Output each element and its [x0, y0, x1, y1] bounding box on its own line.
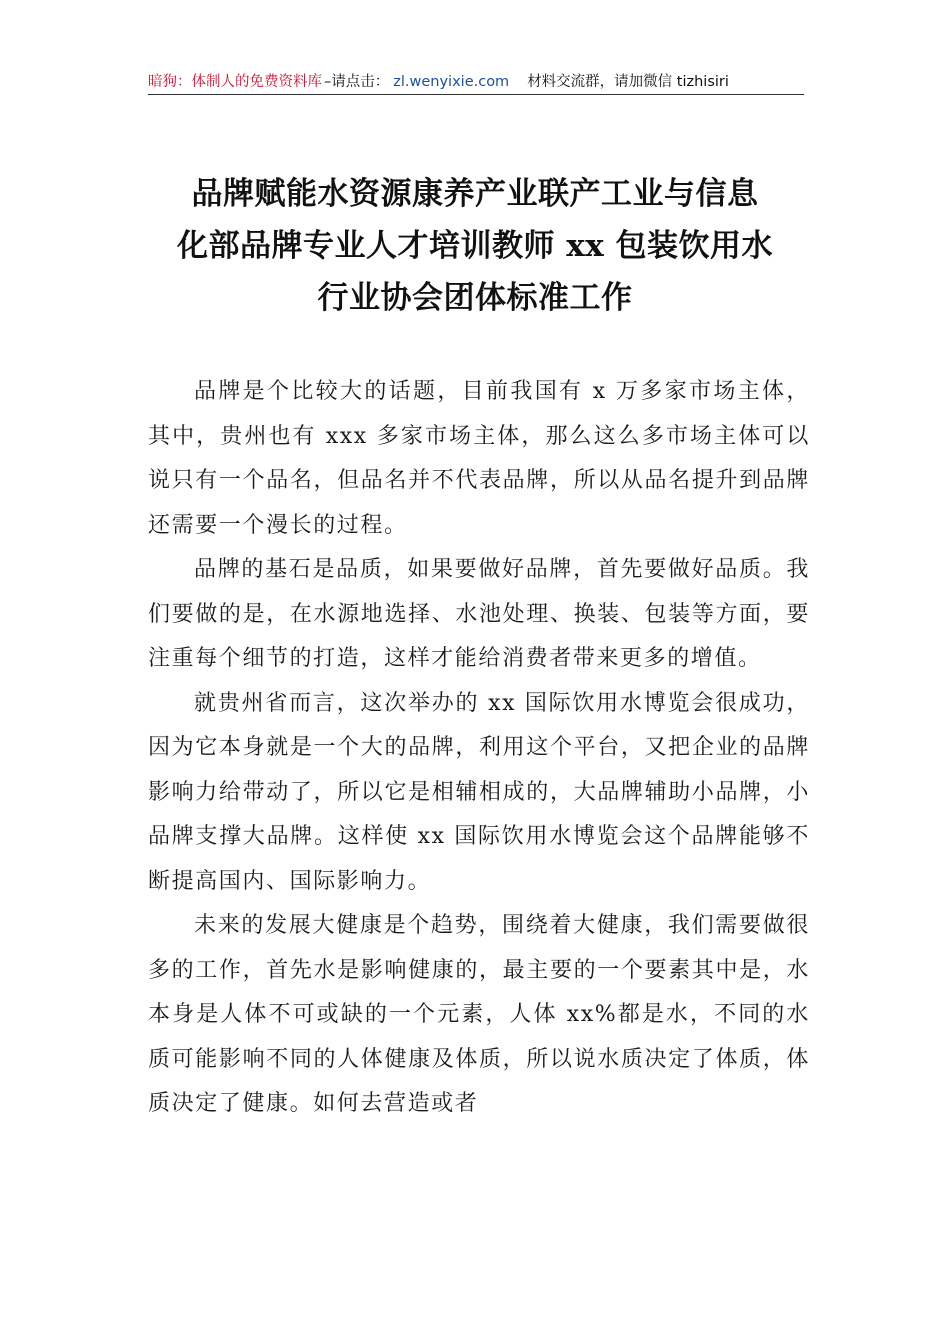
title-line-2: 化部品牌专业人才培训教师 xx 包装饮用水: [176, 228, 774, 264]
header-wechat-text: 材料交流群，请加微信 tizhisiri: [527, 74, 729, 90]
body-paragraph-2: 品牌的基石是品质，如果要做好品牌，首先要做好品质。我们要做的是，在水源地选择、水池处理、换装、包装等方面，要注重每个细节的打造，这样才能给消费者带来更多的增值。: [148, 557, 810, 671]
header-ad-text: 暗狗：体制人的免费资料库: [148, 74, 322, 90]
body-paragraph-3: 就贵州省而言，这次举办的 xx 国际饮用水博览会很成功，因为它本身就是一个大的品牌，利用这个平台，又把企业的品牌影响力给带动了，所以它是相辅相成的，大品牌辅助小品牌，小品牌支撑大品牌。这样使 xx 国际饮用水博览会这个品牌能够不断提高国内、国际影响力。: [148, 690, 810, 894]
header-divider: [148, 94, 804, 95]
page-header: [148, 70, 804, 94]
body-paragraph-1: 品牌是个比较大的话题，目前我国有 x 万多家市场主体，其中，贵州也有 xxx 多家市场主体，那么这么多市场主体可以说只有一个品名，但品名并不代表品牌，所以从品名提升到品牌还需要一个漫长的过程。: [148, 379, 810, 538]
document-body: [148, 370, 810, 1127]
title-line-3: 行业协会团体标准工作: [317, 280, 633, 316]
title-line-1: 品牌赋能水资源康养产业联产工业与信息: [191, 176, 759, 212]
document-title: [110, 168, 840, 324]
header-click-text: –请点击：: [324, 74, 390, 90]
header-url-link[interactable]: zl.wenyixie.com: [393, 74, 510, 90]
body-paragraph-4: 未来的发展大健康是个趋势，围绕着大健康，我们需要做很多的工作，首先水是影响健康的，最主要的一个要素其中是，水本身是人体不可或缺的一个元素，人体 xx%都是水，不同的水质可能影响不同的人体健康及体质，所以说水质决定了体质，体质决定了健康。如何去营造或者: [148, 913, 810, 1116]
